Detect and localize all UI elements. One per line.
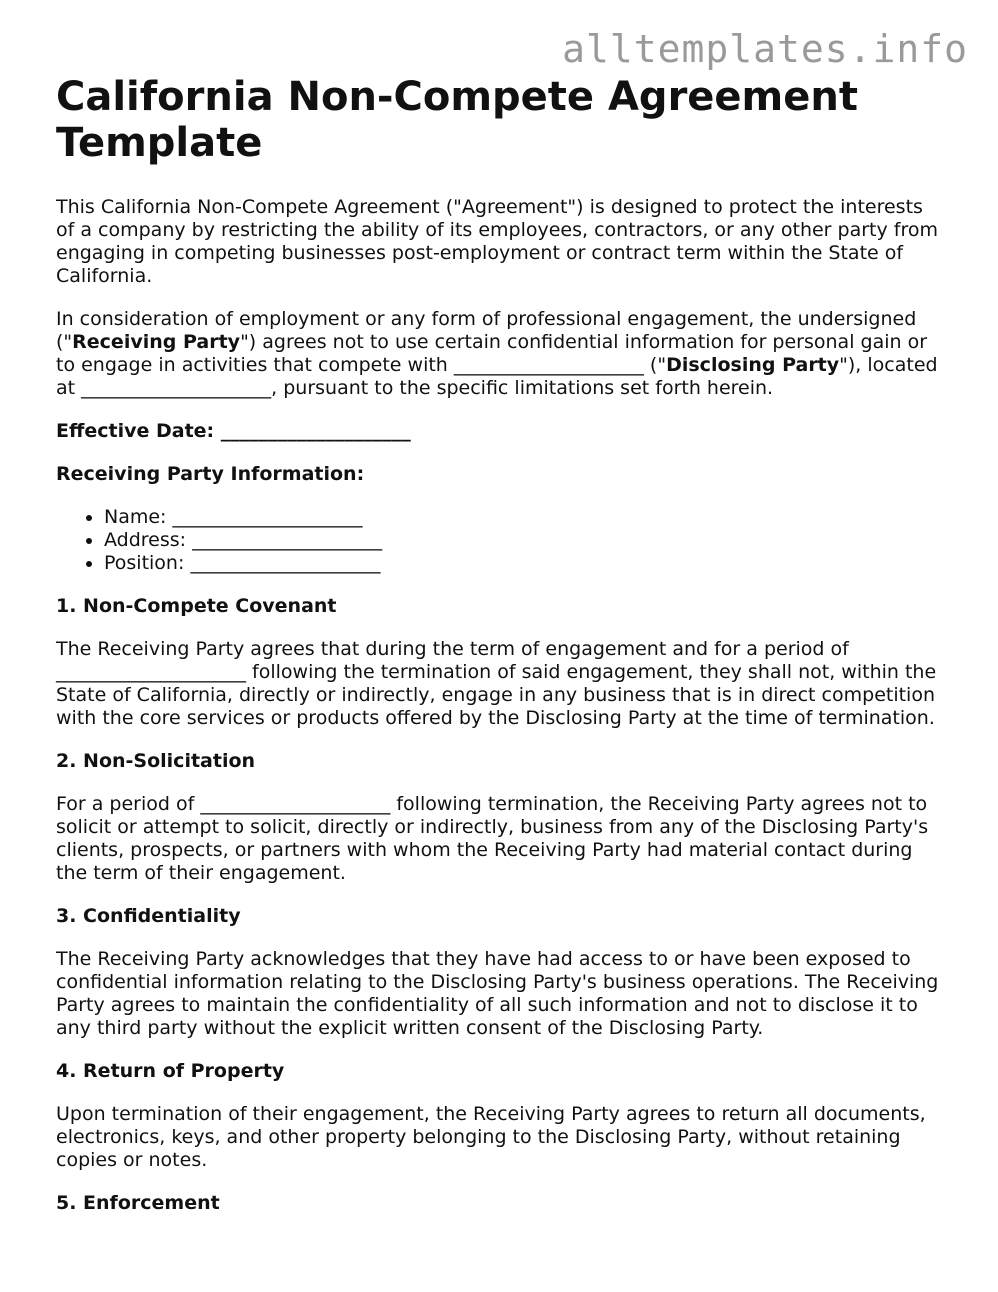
effective-date-label: Effective Date: (56, 420, 215, 442)
field-label: Position: (104, 552, 185, 574)
intro-paragraph: This California Non-Compete Agreement ("Agreement") is designed to protect the interests of a company by restricting the ability of its employees, contractors, or any other party from engaging in competing businesses post-employment or contract term within the State of California. (56, 196, 938, 287)
receiving-party-term: Receiving Party (72, 331, 241, 353)
section-heading: 2. Non-Solicitation (56, 750, 256, 772)
consideration-text-2: ") agrees not to use certain confidential information for personal gain or to engage in activities that compete with (56, 331, 928, 376)
section-text: following termination, the Receiving Party agrees not to solicit or attempt to solicit, directly or indirectly, business from any of the Disclosing Party's clients, prospects, or partners with whom the Receiving Party had material contact during the term of their engagement. (56, 793, 929, 884)
blank-line: ____________________ (220, 420, 411, 442)
field-label: Name: (104, 506, 167, 528)
section-paragraph: Upon termination of their engagement, the Receiving Party agrees to return all documents, electronics, keys, and other property belonging to the Disclosing Party, without retaining copies or notes. (56, 1103, 926, 1171)
list-item (104, 529, 946, 552)
blank-line: ____________________ (172, 506, 363, 528)
blank-line: ____________________ (81, 377, 272, 399)
section-heading: 5. Enforcement (56, 1192, 220, 1214)
blank-line: ____________________ (453, 354, 644, 376)
list-item (104, 506, 946, 529)
page-title: California Non-Compete Agreement Template (56, 74, 858, 166)
consideration-text-3: (" (643, 354, 667, 376)
consideration-paragraph (56, 308, 946, 400)
section-heading: 4. Return of Property (56, 1060, 285, 1082)
consideration-text-1: In consideration of employment or any form of professional engagement, the undersigned (" (56, 308, 917, 353)
watermark: alltemplates.info (562, 27, 968, 71)
consideration-text-4: "), located at (56, 354, 938, 399)
blank-line: ____________________ (200, 793, 391, 815)
list-item (104, 552, 946, 575)
section-text: following the termination of said engagement, they shall not, within the State of California, directly or indirectly, engage in any business that is in direct competition with the core services or products offered by the Disclosing Party at the time of termination. (56, 661, 937, 729)
section-heading: 1. Non-Compete Covenant (56, 595, 337, 617)
receiving-party-info-label: Receiving Party Information: (56, 463, 365, 485)
effective-date-line (56, 420, 946, 443)
section-heading: 3. Confidentiality (56, 905, 241, 927)
document-page (56, 74, 946, 1235)
section-paragraph (56, 638, 946, 730)
section-text: For a period of (56, 793, 201, 815)
consideration-text-5: , pursuant to the specific limitations set forth herein. (271, 377, 774, 399)
field-label: Address: (104, 529, 187, 551)
receiving-party-fields (56, 506, 946, 575)
blank-line: ____________________ (190, 552, 381, 574)
section-paragraph: The Receiving Party acknowledges that they have had access to or have been exposed to confidential information relating to the Disclosing Party's business operations. The Receiving Party agrees to maintain the confidentiality of all such information and not to disclose it to any third party without the explicit written consent of the Disclosing Party. (56, 948, 939, 1039)
disclosing-party-term: Disclosing Party (666, 354, 840, 376)
blank-line: ____________________ (56, 661, 246, 683)
section-paragraph (56, 793, 946, 885)
section-text: The Receiving Party agrees that during the term of engagement and for a period of (56, 638, 849, 660)
blank-line: ____________________ (192, 529, 383, 551)
